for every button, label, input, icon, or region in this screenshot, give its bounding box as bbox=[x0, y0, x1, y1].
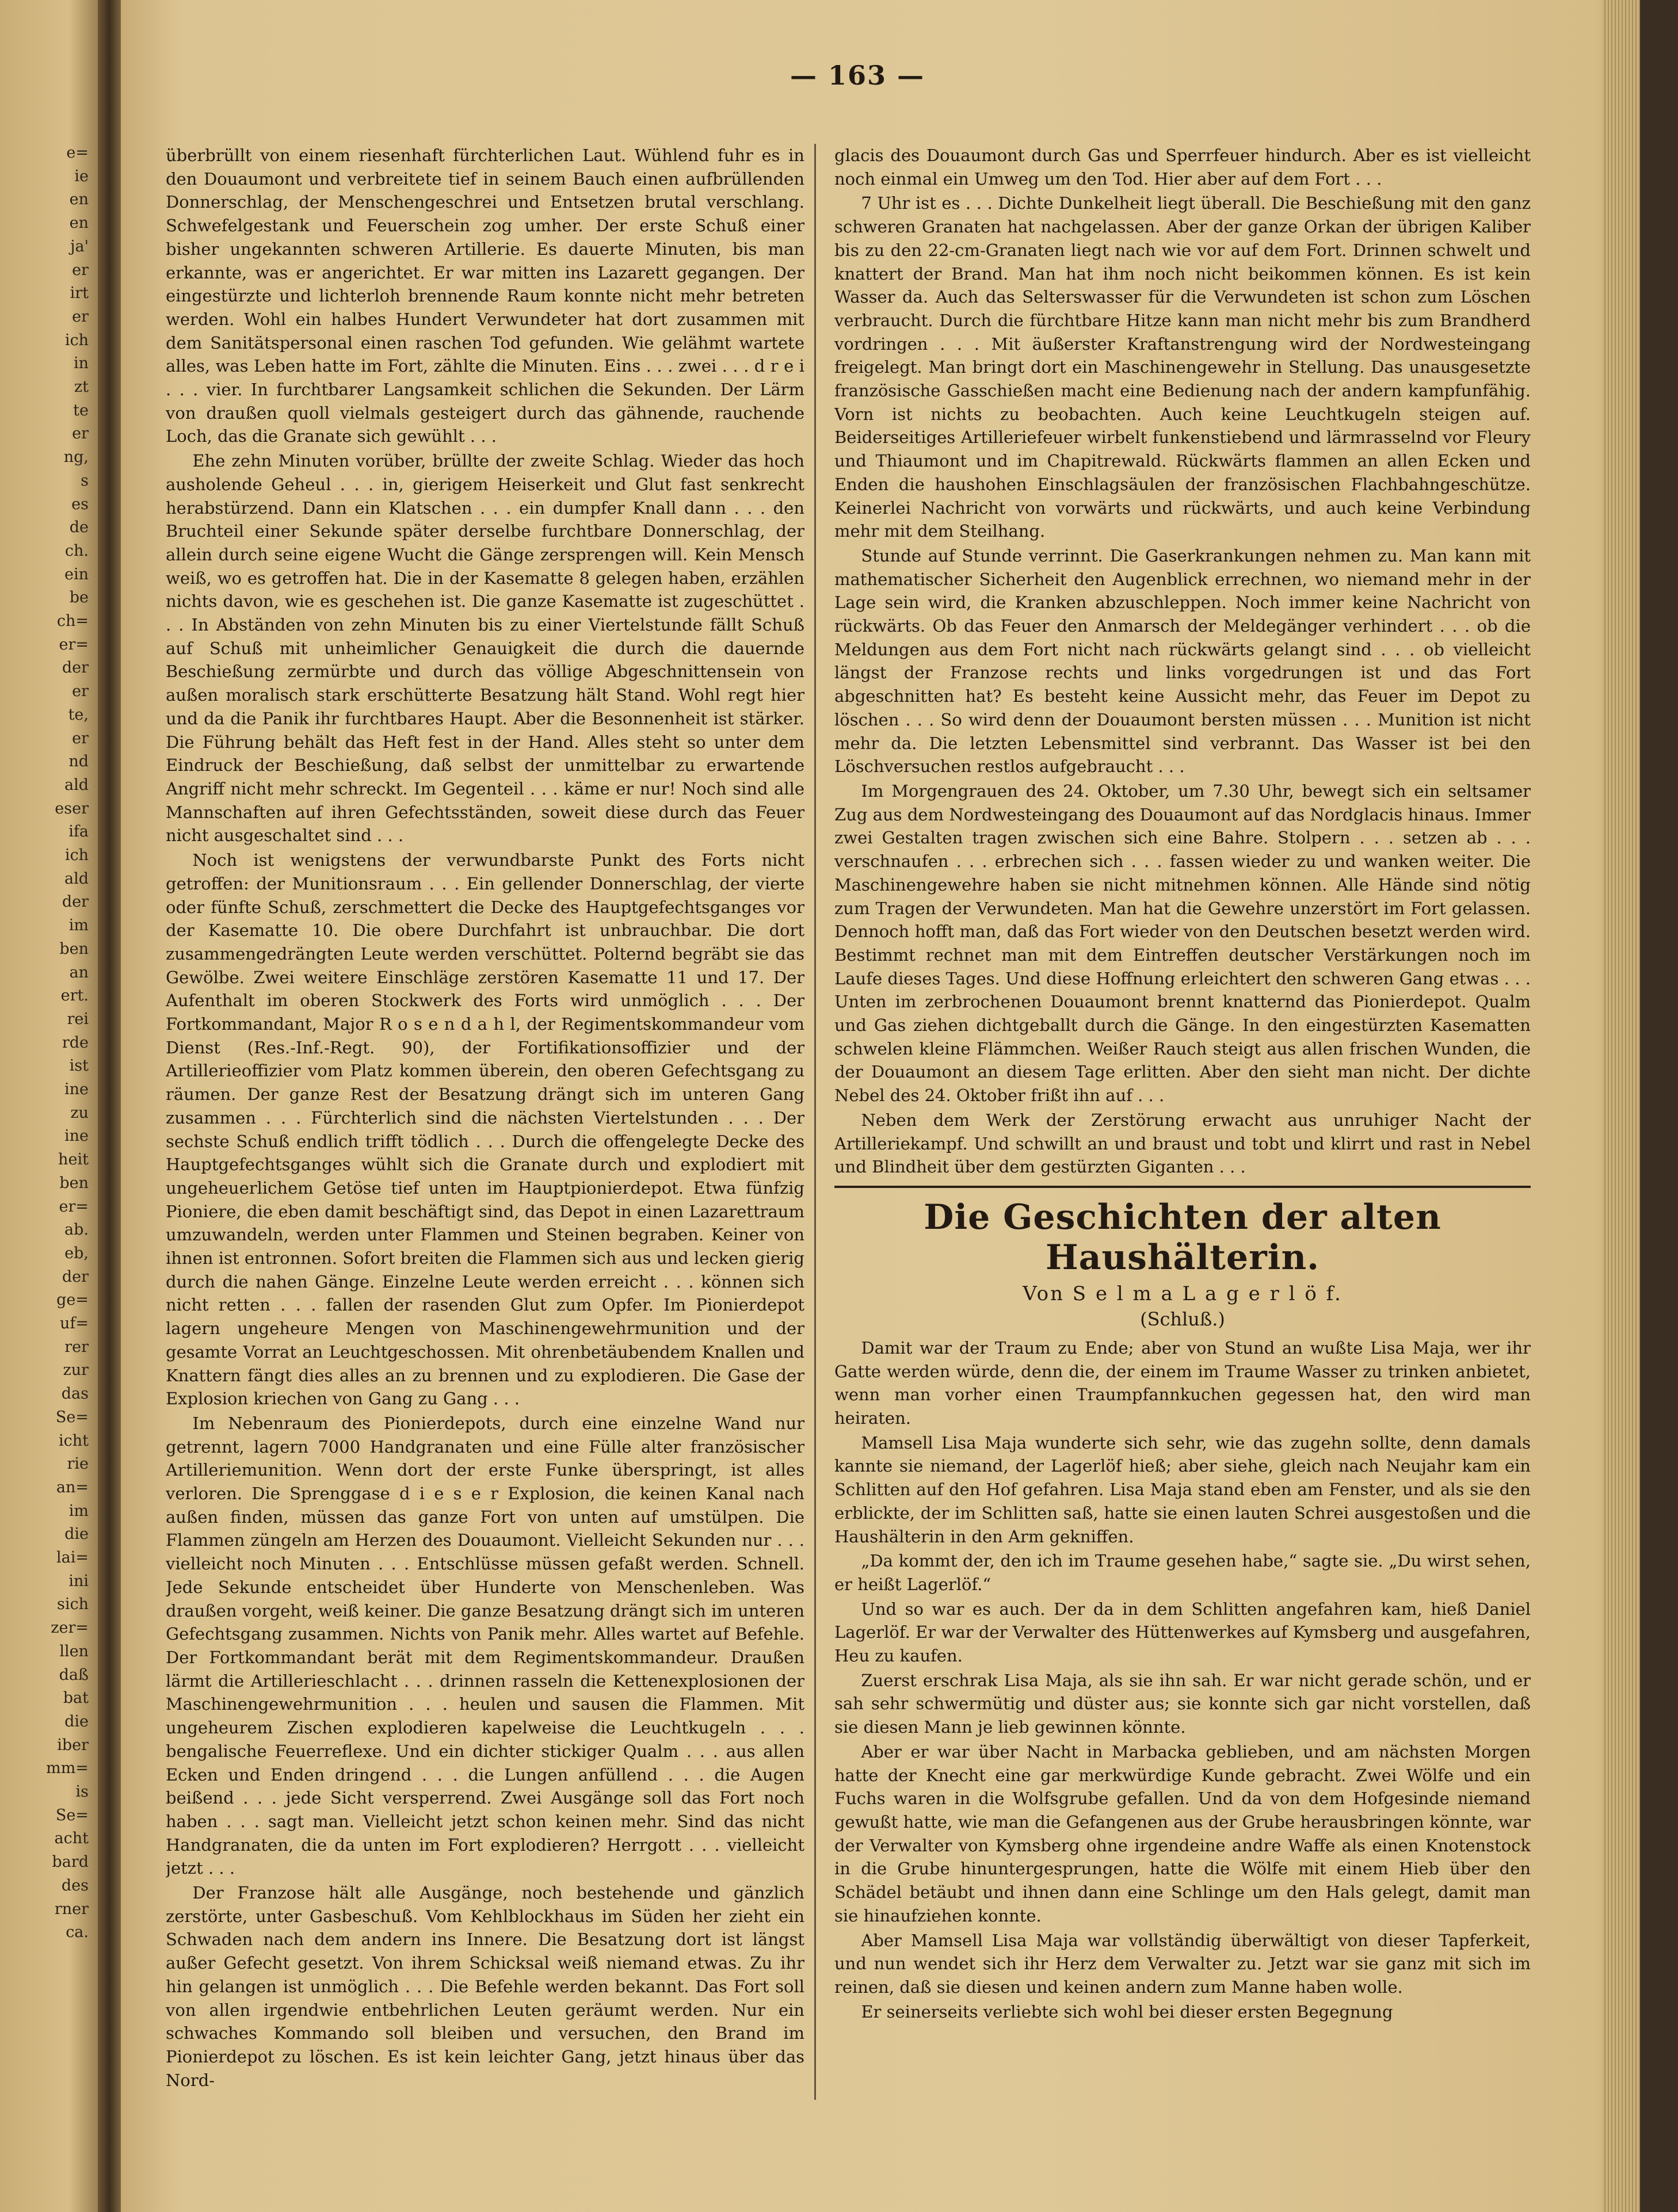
left-page-fragment: zt bbox=[74, 378, 89, 396]
left-page-fragment: er bbox=[72, 682, 89, 701]
left-page-fragment: ine bbox=[64, 1080, 89, 1098]
left-page-fragment: das bbox=[61, 1385, 89, 1403]
left-page-fragment: eb, bbox=[64, 1244, 89, 1262]
article-byline: Von S e l m a L a g e r l ö f. bbox=[1023, 1282, 1343, 1305]
left-page-fragment: an bbox=[69, 963, 89, 981]
right-paragraph-2: 7 Uhr ist es . . . Dichte Dunkelheit liegt überall. Die Beschießung mit den ganz schweren Granaten hat nachgelassen. Aber der ganze Orkan der übrigen Kaliber bis zu den 22-cm-Granaten liegt nach wie vor auf dem Fort. Drinnen schwelt und knattert der Brand. Man hat ihm noch nicht beikommen können. Es ist kein Wasser da. Auch das Selterswasser für die Verwundeten ist schon zum Löschen verbraucht. Durch die fürchtbare Hitze kann man nicht mehr bis zum Brandherd vordringen . . . Mit äußerster Kraftanstrengung wird der Nordwesteingang freigelegt. Man bringt dort ein Maschinengewehr in Stellung. Das unausgesetzte französische Gasschießen macht eine Bedienung nach der andern kampfunfähig. Vorn ist nichts zu beobachten. Auch keine Leuchtkugeln steigen auf. Beiderseitiges Artilleriefeuer wirbelt funkenstiebend und lärmrasselnd vor Fleury und Thiaumont und im Chapitrewald. Rückwärts flammen an allen Ecken und Enden die haushohen Einschlagsäulen der französischen Flachbahngeschütze. Keinerlei Nachricht von vorwärts und rückwärts, und auch keine Verbindung mehr mit dem Steilhang. bbox=[834, 193, 1531, 541]
article-paragraph-1: Damit war der Traum zu Ende; aber von Stund an wußte Lisa Maja, wer ihr Gatte werden würde, denn die, der einem im Traume Wasser zu trinken anbietet, wenn man vorher einen Traumpfannkuchen gegessen hat, den wird man heiraten. bbox=[834, 1338, 1531, 1428]
left-page-fragment: ich bbox=[64, 331, 89, 349]
left-page-fragment: iber bbox=[57, 1736, 89, 1754]
article-separator bbox=[834, 1186, 1531, 1188]
book-gutter bbox=[98, 0, 121, 2212]
left-page-fragment: heit bbox=[58, 1151, 89, 1169]
left-page-fragment: ist bbox=[69, 1057, 89, 1075]
article-paragraph-8: Er seinerseits verliebte sich wohl bei dieser ersten Begegnung bbox=[861, 2001, 1393, 2022]
left-page-fragment: icht bbox=[59, 1431, 89, 1450]
left-page-fragment: die bbox=[64, 1712, 89, 1730]
left-paragraph-5: Der Franzose hält alle Ausgänge, noch bestehende und gänzlich zerstörte, unter Gasbeschuß. Vom Kehlblockhaus im Süden her zieht ein Schwaden nach dem andern ins Innere. Die Besatzung dort ist längst außer Gefecht gesetzt. Von ihrem Schicksal weiß niemand etwas. Zu ihr hin gelangen ist unmöglich . . . Die Befehle werden bekannt. Das Fort soll von allen irgendwie entbehrlichen Leuten geräumt werden. Nur ein schwaches Kommando soll bleiben und versuchen, den Brand im Pionierdepot zu löschen. Es ist kein leichter Gang, jetzt hinaus über das Nord- bbox=[166, 1883, 804, 2090]
newspaper-page bbox=[121, 0, 1640, 2212]
left-page-fragment: er= bbox=[59, 635, 89, 654]
left-page-fragment: bat bbox=[63, 1689, 89, 1707]
left-page-fragment: er bbox=[72, 261, 89, 279]
left-page-fragment: er bbox=[72, 729, 89, 747]
left-page-fragment: rde bbox=[62, 1033, 89, 1052]
article-paragraph-7: Aber Mamsell Lisa Maja war vollständig überwältigt von dieser Tapferkeit, und nun wendet sich ihr Herz dem Verwalter zu. Jetzt war sie ganz mit sich im reinen, daß sie diesen und keinen andern zum Manne haben wolle. bbox=[834, 1930, 1531, 1997]
left-page-fragment: sich bbox=[56, 1595, 89, 1614]
left-page-fragment: uf= bbox=[59, 1315, 89, 1332]
left-page-fragment: ich bbox=[64, 846, 89, 864]
left-column bbox=[166, 144, 804, 2100]
left-page-fragment: ch. bbox=[64, 541, 89, 560]
left-page-fragment: ald bbox=[64, 869, 89, 888]
article-paragraph-4: Und so war es auch. Der da in dem Schlitten angefahren kam, hieß Daniel Lagerlöf. Er war der Verwalter des Hüttenwerkes auf Kymsberg und ausgefahren, Heu zu kaufen. bbox=[834, 1599, 1531, 1666]
left-page-fragment: ein bbox=[64, 565, 89, 583]
left-page-fragment: ben bbox=[59, 939, 89, 958]
left-page-fragment: zur bbox=[63, 1361, 89, 1380]
left-page-fragment: ben bbox=[59, 1174, 89, 1192]
left-page-fragment: Se= bbox=[55, 1806, 89, 1824]
left-page-fragment: en bbox=[69, 214, 89, 232]
right-column bbox=[834, 144, 1531, 2100]
left-page-fragment: eser bbox=[55, 799, 89, 817]
left-page-fragment: rie bbox=[67, 1455, 89, 1473]
left-page-fragment: ge= bbox=[56, 1291, 89, 1309]
left-page-fragment: zu bbox=[70, 1103, 89, 1122]
left-page-fragment: in bbox=[73, 354, 89, 373]
left-page-fragment: ie bbox=[74, 167, 89, 185]
left-page-fragment: be bbox=[69, 589, 89, 607]
left-page-fragment: der bbox=[62, 893, 89, 911]
left-page-fragment: te, bbox=[68, 705, 89, 724]
left-page-fragment: zer= bbox=[51, 1619, 89, 1637]
article-paragraph-2: Mamsell Lisa Maja wunderte sich sehr, wie das zugehn sollte, denn damals kannte sie niemand, der Lagerlöf hieß; aber siehe, gleich nach Neujahr kam ein Schlitten auf den Hof gefahren. Lisa Maja stand eben am Fenster, und als sie den erblickte, der im Schlitten saß, hatte sie einen lauten Schrei ausgestoßen und die Haushälterin in den Arm gekniffen. bbox=[834, 1432, 1531, 1546]
left-page-fragment: der bbox=[62, 659, 89, 677]
left-page-fragment: im bbox=[68, 916, 89, 935]
left-page-fragment: ja' bbox=[70, 237, 89, 255]
left-page-fragment: te bbox=[73, 401, 89, 419]
page-number: — 163 — bbox=[790, 60, 925, 91]
left-page-fragment: acht bbox=[54, 1829, 89, 1848]
left-page-fragment: er bbox=[72, 425, 89, 443]
article-subtitle: (Schluß.) bbox=[1140, 1308, 1225, 1330]
left-page-fragment: ng, bbox=[63, 448, 89, 467]
article-title: Die Geschichten der alten Haushälterin. bbox=[924, 1197, 1441, 1278]
article-paragraph-5: Zuerst erschrak Lisa Maja, als sie ihn sah. Er war nicht gerade schön, und er sah sehr schwermütig und düster aus; sie konnte sich gar nicht vorstellen, daß sie diesen Mann je lieb gewinnen könnte. bbox=[834, 1670, 1531, 1737]
left-page-fragment: des bbox=[61, 1876, 89, 1894]
left-page-fragment: ifa bbox=[68, 823, 89, 841]
left-page-fragment: ca. bbox=[66, 1923, 89, 1942]
left-page-fragment: ab. bbox=[64, 1221, 89, 1239]
left-page-fragment: im bbox=[68, 1502, 89, 1520]
left-page-fragment: ert. bbox=[60, 987, 89, 1005]
left-page-fragment: mm= bbox=[46, 1759, 89, 1778]
left-page-fragment: ine bbox=[64, 1127, 89, 1145]
left-page-fragment: nd bbox=[68, 752, 89, 771]
left-page-fragment: es bbox=[71, 495, 89, 513]
left-page-fragment: llen bbox=[59, 1642, 89, 1660]
left-page-fragment: lai= bbox=[56, 1549, 89, 1567]
left-page-fragment: an= bbox=[56, 1478, 89, 1496]
left-page-fragment: rei bbox=[67, 1010, 89, 1028]
page-fore-edge bbox=[1602, 0, 1640, 2212]
left-page-fragment: en bbox=[69, 190, 89, 209]
left-page-fragment: ch= bbox=[56, 612, 89, 630]
right-paragraph-3: Stunde auf Stunde verrinnt. Die Gaserkrankungen nehmen zu. Man kann mit mathematischer Sicherheit den Augenblick errechnen, wo niemand mehr in der Lage sein wird, die Kranken abzuschleppen. Noch immer keine Nachricht von rückwärts. Ob das Feuer den Anmarsch der Meldegänger verhindert . . . ob die Meldungen aus dem Fort nicht nach rückwärts gelangt sind . . . ob vielleicht längst der Franzose rechts und links vorgedrungen ist und das Fort abgeschnitten hat? Es besteht keine Aussicht mehr, das Feuer im Depot zu löschen . . . So wird denn der Douaumont bersten müssen . . . Munition ist nicht mehr da. Die letzten Lebensmittel sind verbrannt. Das Wasser ist bei den Löschversuchen restlos aufgebraucht . . . bbox=[834, 545, 1531, 777]
article-paragraph-3: „Da kommt der, den ich im Traume gesehen habe,“ sagte sie. „Du wirst sehen, er heißt Lagerlöf.“ bbox=[834, 1551, 1531, 1594]
left-paragraph-4: Im Nebenraum des Pionierdepots, durch eine einzelne Wand nur getrennt, lagern 7000 Handgranaten und eine Fülle alter französischer Artilleriemunition. Wenn dort der erste Funke überspringt, ist alles verloren. Die Sprenggase d i e s e r Explosion, die keinen Kanal nach außen finden, müssen das ganze Fort von unten auf umstülpen. Die Flammen züngeln am Herzen des Douaumont. Vielleicht Sekunden nur . . . vielleicht noch Minuten . . . Entschlüsse müssen gefaßt werden. Schnell. Jede Sekunde entscheidet über Hunderte von Menschenleben. Was draußen vorgeht, weiß keiner. Die ganze Besatzung drängt sich im unteren Gefechtsgang zusammen. Nichts von Panik mehr. Alles wartet auf Befehle. Der Fortkommandant berät mit dem Regimentskommandeur. Draußen lärmt die Artillerieschlacht . . . drinnen rasseln die Kettenexplosionen der Maschinengewehrmunition . . . heulen und sausen die Flammen. Mit ungeheurem Zischen explodieren kapelweise die Leuchtkugeln . . . bengalische Feuerreflexe. Und ein dichter stickiger Qualm . . . aus allen Ecken und Enden dringend . . . die Lungen anfüllend . . . die Augen beißend . . . jede Sicht versperrend. Zwei Ausgänge soll das Fort noch haben . . . sagt man. Vielleicht jetzt schon keinen mehr. Sind das nicht Handgranaten, die da unten im Fort explodieren? Herrgott . . . vielleicht jetzt . . . bbox=[166, 1413, 804, 1878]
column-divider bbox=[814, 144, 816, 2100]
left-page-fragment: er bbox=[72, 307, 89, 326]
left-page-edge bbox=[0, 0, 98, 2212]
left-paragraph-3: Noch ist wenigstens der verwundbarste Punkt des Forts nicht getroffen: der Munitionsraum . . . Ein gellender Donnerschlag, der vierte oder fünfte Schuß, zerschmettert die Decke des Hauptgefechtsganges vor der Kasematte 10. Die obere Durchfahrt ist unbrauchbar. Die dort zusammengedrängten Leute werden verschüttet. Polternd begräbt sie das Gewölbe. Zwei weitere Einschläge zerstören Kasematte 11 und 17. Der Aufenthalt im oberen Stockwerk des Forts wird unmöglich . . . Der Fortkommandant, Major R o s e n d a h l, der Regimentskommandeur vom Dienst (Res.-Inf.-Regt. 90), der Fortifikationsoffizier und der Artillerieoffizier vom Platz kommen überein, den oberen Gefechtsgang zu räumen. Der ganze Rest der Besatzung drängt sich im unteren Gang zusammen . . . Fürchterlich sind die nächsten Viertelstunden . . . Der sechste Schuß endlich trifft tödlich . . . Durch die offengelegte Decke des Hauptgefechtsganges wühlt sich die Granate durch und explodiert mit ungeheuerlichem Getöse tief unten im Hauptpionierdepot. Etwa fünfzig Pioniere, die eben damit beschäftigt sind, das Depot in einen Lazarettraum umzuwandeln, werden unter Flammen und Steinen begraben. Keiner von ihnen ist entronnen. Sofort breiten die Flammen sich aus und lecken gierig durch die nahen Gänge. Einzelne Leute werden erreicht . . . können sich nicht retten . . . fallen der rasenden Glut zum Opfer. Im Pionierdepot lagern ungeheure Mengen von Maschinengewehrmunition und der gesamte Vorrat an Leuchtgeschossen. Mit ohrenbetäubendem Knallen und Knattern fängt dies alles an zu brennen und zu explodieren. Die Gase der Explosion kriechen von Gang zu Gang . . . bbox=[166, 850, 804, 1409]
right-paragraph-1: glacis des Douaumont durch Gas und Sperrfeuer hindurch. Aber es ist vielleicht noch einmal ein Umweg um den Tod. Hier aber auf dem Fort . . . bbox=[834, 146, 1531, 189]
left-page-fragment: der bbox=[62, 1267, 89, 1286]
left-page-fragment: rner bbox=[54, 1900, 89, 1918]
left-page-fragment: die bbox=[64, 1525, 89, 1544]
left-page-fragment: s bbox=[81, 471, 89, 490]
left-page-fragment: de bbox=[69, 518, 89, 537]
left-page-fragment: er= bbox=[59, 1197, 89, 1216]
left-paragraph-2: Ehe zehn Minuten vorüber, brüllte der zweite Schlag. Wieder das hoch ausholende Geheul . . . in, gierigem Heiserkeit und Glut fast senkrecht herabstürzend. Dann ein Klatschen . . . ein dumpfer Knall dann . . . den Bruchteil einer Sekunde später derselbe furchtbare Donnerschlag, der allein durch seine eigene Wucht die Gänge zersprengen will. Kein Mensch weiß, wo es getroffen hat. Die in der Kasematte 8 gelegen haben, erzählen nichts davon, wie es geschehen ist. Die ganze Kasematte ist zugeschüttet . . . In Abständen von zehn Minuten bis zu einer Viertelstunde fällt Schuß auf Schuß mit unheimlicher Genauigkeit die durch die dauernde Beschießung zermürbte und durch das völlige Abgeschnittensein von außen moralisch stark erschütterte Besatzung hält Stand. Wohl regt hier und da die Panik ihr furchtbares Haupt. Aber die Besonnenheit ist stärker. Die Führung behält das Heft fest in der Hand. Alles steht so unter dem Eindruck der Beschießung, daß selbst der unmittelbar zu erwartende Angriff nicht mehr schreckt. Im Gegenteil . . . käme er nur! Noch sind alle Mannschaften auf ihren Gefechtsständen, soweit diese durch das Feuer nicht ausgeschaltet sind . . . bbox=[166, 451, 804, 846]
right-paragraph-4: Im Morgengrauen des 24. Oktober, um 7.30 Uhr, bewegt sich ein seltsamer Zug aus dem Nordwesteingang des Douaumont auf das Nordglacis hinaus. Immer zwei Gestalten tragen zwischen sich eine Bahre. Stolpern . . . setzen ab . . . verschnaufen . . . erbrechen sich . . . fassen wieder zu und wanken weiter. Die Maschinengewehre haben sie nicht mitnehmen können. Alle Hände sind nötig zum Tragen der Verwundeten. Man hat die Gewehre unzerstört im Fort gelassen. Dennoch hofft man, daß das Fort wieder von den Deutschen besetzt werden wird. Bestimmt rechnet man mit dem Eintreffen deutscher Verstärkungen noch im Laufe dieses Tages. Und diese Hoffnung erleichtert den schweren Gang etwas . . . Unten im zerbrochenen Douaumont brennt knatternd das Pionierdepot. Qualm und Gas ziehen dichtgeballt durch die Gänge. In den eingestürzten Kasematten schwelen kleine Flämmchen. Weißer Rauch steigt aus allen frischen Wunden, die der Douaumont an diesem Tage erlitten. Aber den sieht man nicht. Der dichte Nebel des 24. Oktober frißt ihn auf . . . bbox=[834, 781, 1531, 1106]
left-page-fragment: irt bbox=[70, 284, 89, 303]
left-page-fragment: rer bbox=[64, 1338, 89, 1356]
article-paragraph-6: Aber er war über Nacht in Marbacka geblieben, und am nächsten Morgen hatte der Knecht eine gar merkwürdige Kunde gebracht. Zwei Wölfe und ein Fuchs waren in die Wolfsgrube gefallen. Und da von dem Hofgesinde niemand gewußt hatte, wie man die Gefangenen aus der Grube herausbringen könnte, war der Verwalter von Kymsberg ohne irgendeine andre Waffe als einen Knotenstock in die Grube hinuntergesprungen, hatte die Wölfe mit einem Hieb über den Schädel betäubt und ihnen dann eine Schlinge um den Hals gelegt, damit man sie hinaufziehen konnte. bbox=[834, 1741, 1531, 1926]
left-page-fragment: Se= bbox=[55, 1408, 89, 1426]
left-page-fragment: daß bbox=[59, 1665, 89, 1684]
right-paragraph-5: Neben dem Werk der Zerstörung erwacht aus unruhiger Nacht der Artilleriekampf. Und schwillt an und braust und tobt und klirrt und rast in Nebel und Blindheit über dem gestürzten Giganten . . . bbox=[834, 1110, 1531, 1177]
left-page-fragment: ald bbox=[64, 775, 89, 794]
left-page-fragment: e= bbox=[66, 144, 89, 162]
left-page-fragment: bard bbox=[52, 1853, 89, 1871]
left-page-fragment: is bbox=[75, 1783, 89, 1801]
left-page-fragment: ini bbox=[68, 1572, 89, 1590]
left-paragraph-1: überbrüllt von einem riesenhaft fürchterlichen Laut. Wühlend fuhr es in den Douaumont und verbreitete tief in seinem Bauch einen aufbrüllenden Donnerschlag, der Menschengeschrei und Entsetzen brutal verschlang. Schwefelgestank und Feuerschein zog umher. Der erste Schuß einer bisher ungekannten schweren Artillerie. Es dauerte Minuten, bis man erkannte, was er angerichtet. Er war mitten ins Lazarett gegangen. Der eingestürzte und lichterloh brennende Raum konnte nicht mehr betreten werden. Wohl ein halbes Hundert Verwundeter hat dort zusammen mit dem Sanitätspersonal einen raschen Tod gefunden. Wie gelähmt wartete alles, was Leben hatte im Fort, zählte die Minuten. Eins . . . zwei . . . d r e i . . . vier. In furchtbarer Langsamkeit schlichen die Sekunden. Der Lärm von draußen quoll vielmals gesteigert durch das gähnende, rauchende Loch, das die Granate sich gewühlt . . . bbox=[166, 146, 804, 446]
